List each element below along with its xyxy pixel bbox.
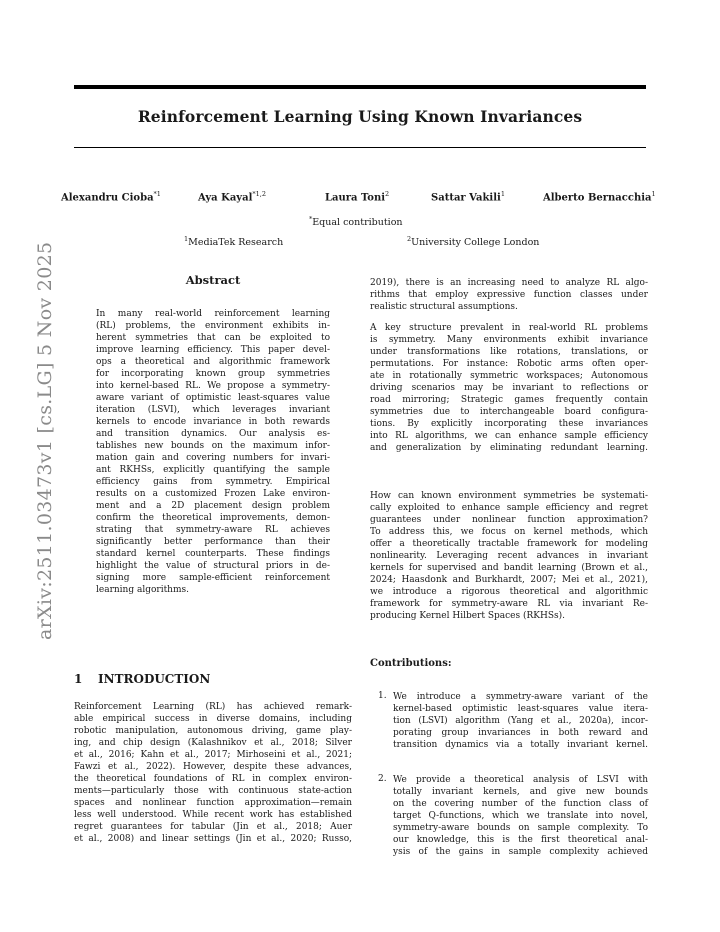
right-paragraph-1 — [370, 277, 648, 313]
text-line: ments—particularly those with continuous state-action — [74, 786, 352, 796]
author-name: Alberto Bernacchia — [543, 192, 652, 204]
list-item-number: 1. — [378, 691, 387, 701]
text-line: less well understood. While recent work has established — [74, 810, 352, 820]
text-line: et al., 2008) and linear settings (Jin et al., 2020; Russo, — [74, 834, 352, 844]
right-paragraph-2 — [370, 322, 648, 454]
affiliation-name: MediaTek Research — [188, 237, 284, 249]
author-3 — [325, 190, 389, 203]
text-line: tablishes new bounds on the maximum infor- — [96, 441, 330, 451]
text-line: efficiency gains from symmetry. Empirical — [96, 477, 330, 487]
text-line: (RL) problems, the environment exhibits in- — [96, 321, 330, 331]
section-heading-introduction — [74, 672, 210, 686]
contribution-item-1 — [393, 691, 648, 751]
text-line: symmetry-aware bounds on sample complexity. To — [393, 823, 648, 833]
affiliation-1 — [184, 235, 283, 248]
text-line: herent symmetries that can be exploited to — [96, 333, 330, 343]
text-line: into kernel-based RL. We propose a symmetry- — [96, 381, 330, 391]
text-line: offer a theoretically tractable framework for modeling — [370, 539, 648, 549]
text-line: aware variant of optimistic least-squares value — [96, 393, 330, 403]
text-line: our knowledge, this is the first theoretical anal- — [393, 835, 648, 845]
paper-title: Reinforcement Learning Using Known Invariances — [137, 107, 583, 126]
text-line: ate in rotationally symmetric workspaces; Autonomous — [370, 371, 648, 381]
text-line: transition dynamics via a totally invariant kernel. — [393, 740, 648, 750]
text-line: realistic structural assumptions. — [370, 302, 518, 312]
author-name: Aya Kayal — [198, 192, 253, 204]
text-line: we introduce a rigorous theoretical and algorithmic — [370, 587, 648, 597]
text-line: kernel-based optimistic least-squares value itera- — [393, 704, 648, 714]
text-line: To address this, we focus on kernel methods, which — [370, 527, 648, 537]
text-line: significantly better performance than their — [96, 537, 330, 547]
text-line: How can known environment symmetries be systemati- — [370, 491, 648, 501]
abstract-body — [96, 308, 330, 596]
text-line: results on a customized Frozen Lake environ- — [96, 489, 330, 499]
text-line: kernels to encode invariance in both rewards — [96, 417, 330, 427]
list-item-number: 2. — [378, 774, 387, 784]
text-line: driving scenarios may be invariant to reflections or — [370, 383, 648, 393]
author-1 — [61, 190, 161, 203]
author-name: Sattar Vakili — [431, 192, 501, 204]
author-affiliation-mark: 2 — [385, 190, 390, 198]
affiliation-2 — [407, 235, 539, 248]
affiliation-number: 2 — [407, 235, 412, 243]
text-line: permutations. For instance: Robotic arms often oper- — [370, 359, 648, 369]
text-line: We provide a theoretical analysis of LSVI with — [393, 775, 648, 785]
text-line: We introduce a symmetry-aware variant of the — [393, 692, 648, 702]
text-line: In many real-world reinforcement learning — [96, 309, 330, 319]
contributions-heading: Contributions: — [370, 658, 452, 669]
text-line: 2024; Haasdonk and Burkhardt, 2007; Mei et al., 2021), — [370, 575, 648, 585]
introduction-paragraph — [74, 701, 352, 845]
text-line: able empirical success in diverse domains, including — [74, 714, 352, 724]
author-affiliation-mark: *1 — [153, 190, 161, 198]
text-line: totally invariant kernels, and give new bounds — [393, 787, 648, 797]
author-affiliation-mark: 1 — [500, 190, 505, 198]
text-line: road mirroring; Strategic games frequently contain — [370, 395, 648, 405]
text-line: robotic manipulation, autonomous driving, game play- — [74, 726, 352, 736]
title-bottom-rule — [74, 147, 646, 148]
text-line: learning algorithms. — [96, 585, 189, 595]
text-line: and transition dynamics. Our analysis es- — [96, 429, 330, 439]
text-line: under transformations like rotations, translations, or — [370, 347, 648, 357]
text-line: ops a theoretical and algorithmic framework — [96, 357, 330, 367]
author-affiliation-mark: 1 — [651, 190, 656, 198]
equal-contribution-mark: * — [309, 215, 313, 223]
text-line: target Q-functions, which we translate into novel, — [393, 811, 648, 821]
text-line: guarantees under nonlinear function approximation? — [370, 515, 648, 525]
text-line: standard kernel counterparts. These findings — [96, 549, 330, 559]
text-line: on the covering number of the function class of — [393, 799, 648, 809]
text-line: ysis of the gains in sample complexity achieved — [393, 847, 648, 857]
right-paragraph-3 — [370, 490, 648, 622]
equal-contribution-text: Equal contribution — [312, 217, 403, 229]
text-line: ant RKHSs, explicitly quantifying the sample — [96, 465, 330, 475]
text-line: spaces and nonlinear function approximation—remain — [74, 798, 352, 808]
text-line: tions. By explicitly incorporating these invariances — [370, 419, 648, 429]
author-4 — [431, 190, 505, 203]
text-line: Fawzi et al., 2022). However, despite these advances, — [74, 762, 352, 772]
text-line: for incorporating known group symmetries — [96, 369, 330, 379]
author-affiliation-mark: *1,2 — [252, 190, 266, 198]
author-5 — [543, 190, 656, 203]
author-name: Alexandru Cioba — [61, 192, 154, 204]
text-line: framework for symmetry-aware RL via invariant Re- — [370, 599, 648, 609]
equal-contribution-note — [309, 215, 403, 228]
abstract-heading: Abstract — [185, 273, 241, 287]
text-line: and generalization by eliminating redundant learning. — [370, 443, 648, 453]
affiliation-number: 1 — [184, 235, 189, 243]
text-line: kernels for supervised and bandit learning (Brown et al., — [370, 563, 648, 573]
text-line: Reinforcement Learning (RL) has achieved remark- — [74, 702, 352, 712]
text-line: A key structure prevalent in real-world RL problems — [370, 323, 648, 333]
text-line: ing, and chip design (Kalashnikov et al., 2018; Silver — [74, 738, 352, 748]
text-line: producing Kernel Hilbert Spaces (RKHSs). — [370, 611, 565, 621]
text-line: 2019), there is an increasing need to analyze RL algo- — [370, 278, 648, 288]
text-line: confirm the theoretical improvements, demon- — [96, 513, 330, 523]
text-line: symmetries due to interchangeable board configura- — [370, 407, 648, 417]
contribution-item-2 — [393, 774, 648, 858]
section-number: 1 — [74, 672, 83, 686]
text-line: mation gain and covering numbers for invari- — [96, 453, 330, 463]
text-line: iteration (LSVI), which leverages invariant — [96, 405, 330, 415]
affiliation-name: University College London — [411, 237, 540, 249]
text-line: into RL algorithms, we can enhance sample efficiency — [370, 431, 648, 441]
text-line: cally exploited to enhance sample efficiency and regret — [370, 503, 648, 513]
text-line: signing more sample-efficient reinforcement — [96, 573, 330, 583]
text-line: the theoretical foundations of RL in complex environ- — [74, 774, 352, 784]
text-line: improve learning efficiency. This paper devel- — [96, 345, 330, 355]
author-2 — [198, 190, 266, 203]
section-title: INTRODUCTION — [98, 672, 211, 686]
text-line: is symmetry. Many environments exhibit invariance — [370, 335, 648, 345]
text-line: nonlinearity. Leveraging recent advances in invariant — [370, 551, 648, 561]
text-line: regret guarantees for tabular (Jin et al., 2018; Auer — [74, 822, 352, 832]
title-top-rule — [74, 85, 646, 89]
author-name: Laura Toni — [325, 192, 386, 204]
text-line: et al., 2016; Kahn et al., 2017; Mirhoseini et al., 2021; — [74, 750, 352, 760]
text-line: porating group invariances in both reward and — [393, 728, 648, 738]
text-line: strating that symmetry-aware RL achieves — [96, 525, 330, 535]
text-line: tion (LSVI) algorithm (Yang et al., 2020a), incor- — [393, 716, 648, 726]
text-line: rithms that employ expressive function classes under — [370, 290, 648, 300]
text-line: highlight the value of structural priors in de- — [96, 561, 330, 571]
text-line: ment and a 2D placement design problem — [96, 501, 330, 511]
arxiv-identifier: arXiv:2511.03473v1 [cs.LG] 5 Nov 2025 — [34, 241, 56, 640]
